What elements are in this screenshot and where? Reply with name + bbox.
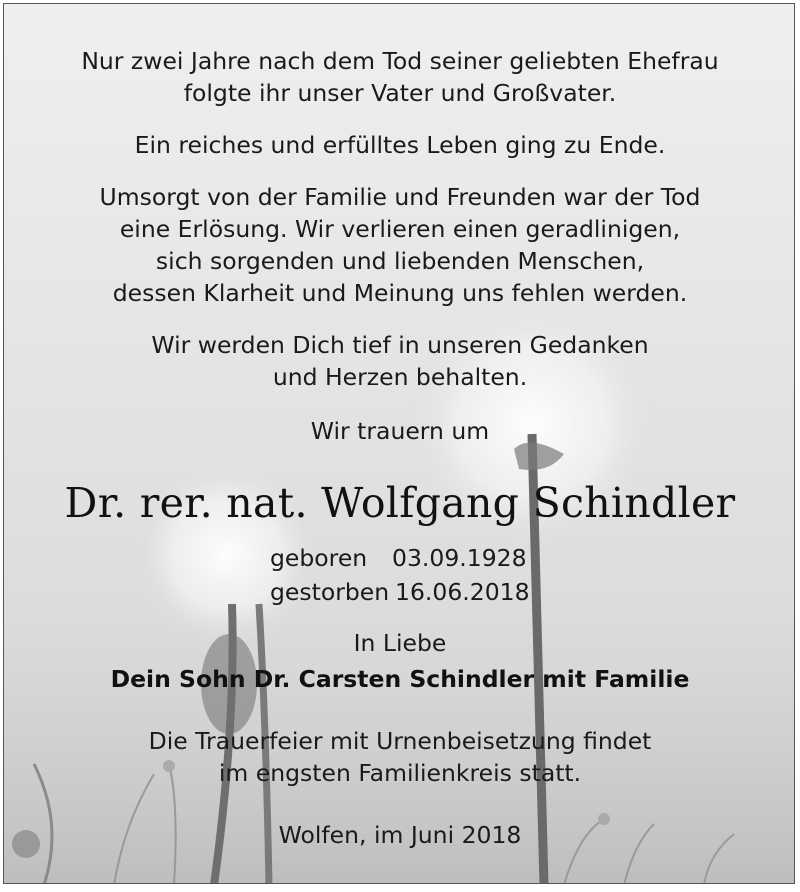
mourn-line: Wir trauern um <box>310 417 490 445</box>
care-line-2: eine Erlösung. Wir verlieren einen geradlinigen, <box>119 215 681 243</box>
love-line: In Liebe <box>353 629 447 657</box>
deceased-name: Dr. rer. nat. Wolfgang Schindler <box>64 479 736 527</box>
intro-line-1: Nur zwei Jahre nach dem Tod seiner geliebten Ehefrau <box>81 47 719 75</box>
born-row <box>270 541 530 575</box>
obituary-notice <box>3 3 795 884</box>
died-label: gestorben <box>270 578 390 606</box>
funeral-line-2: im engsten Familienkreis statt. <box>218 759 582 787</box>
family-line: Dein Sohn Dr. Carsten Schindler mit Familie <box>110 665 690 693</box>
funeral-line-1: Die Trauerfeier mit Urnenbeisetzung findet <box>148 727 652 755</box>
care-line-4: dessen Klarheit und Meinung uns fehlen werden. <box>112 279 688 307</box>
died-date: 16.06.2018 <box>395 578 530 606</box>
born-date: 03.09.1928 <box>392 544 527 572</box>
died-row <box>270 575 530 609</box>
care-line-3: sich sorgenden und liebenden Menschen, <box>155 247 645 275</box>
memory-line-1: Wir werden Dich tief in unseren Gedanken <box>151 331 649 359</box>
life-line: Ein reiches und erfülltes Leben ging zu Ende. <box>134 131 666 159</box>
intro-line-2: folgte ihr unser Vater und Großvater. <box>183 79 617 107</box>
born-label: geboren <box>270 544 368 572</box>
care-line-1: Umsorgt von der Familie und Freunden war der Tod <box>99 183 701 211</box>
place-date-line: Wolfen, im Juni 2018 <box>278 821 522 849</box>
life-dates <box>270 541 530 609</box>
memory-line-2: und Herzen behalten. <box>272 363 528 391</box>
